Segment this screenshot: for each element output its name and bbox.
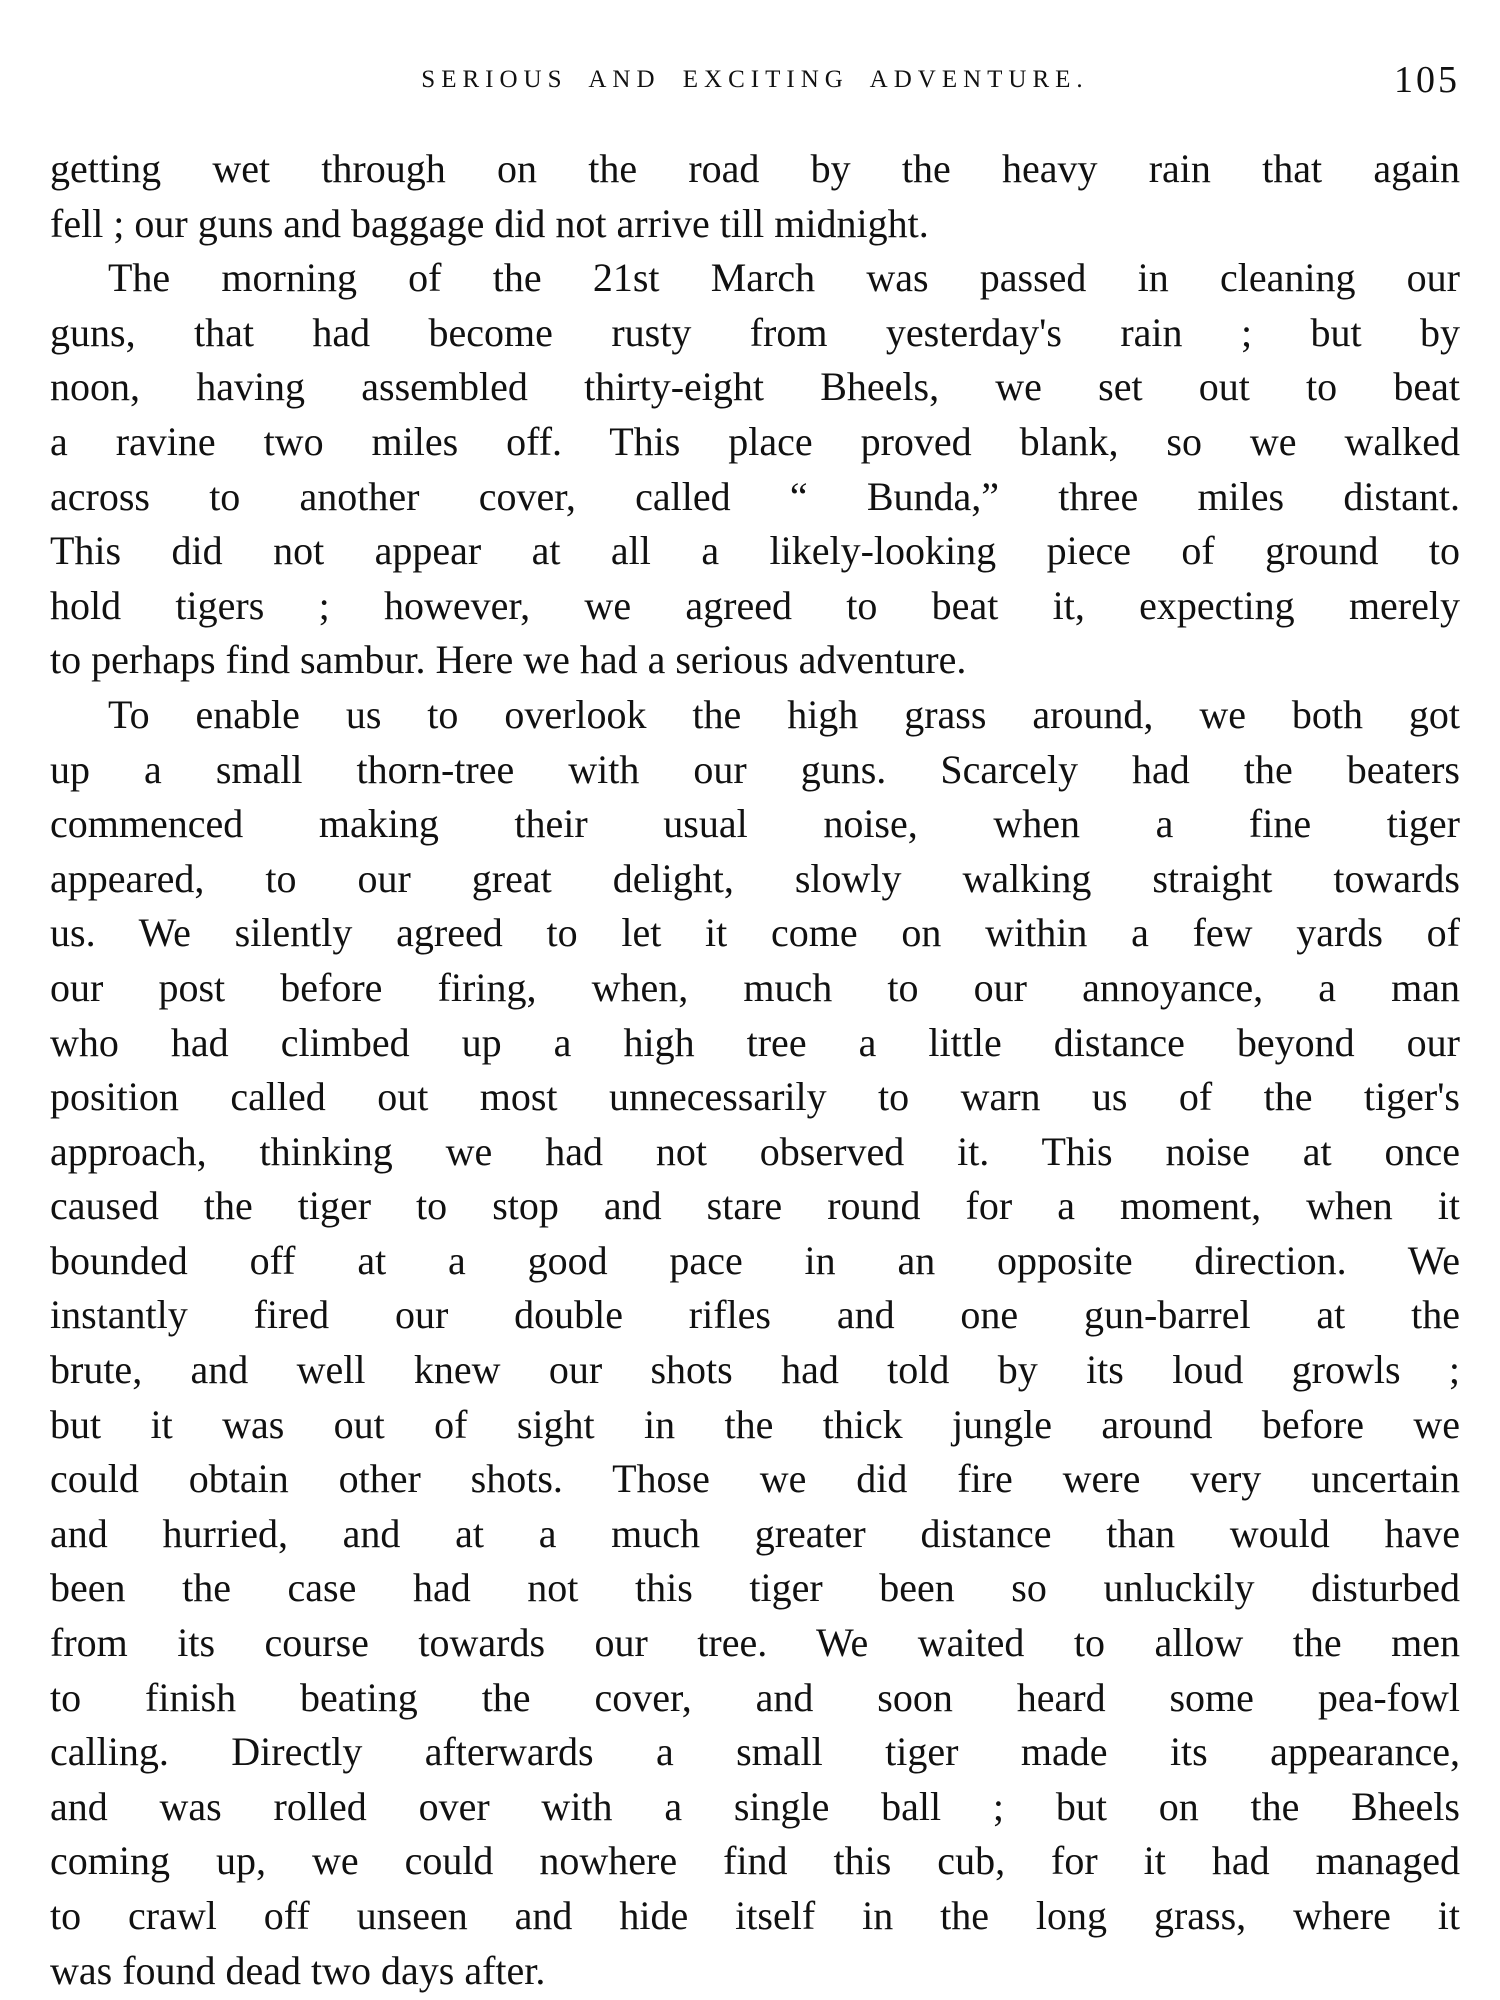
text-line: calling. Directly afterwards a small tiger made its appearance, [50, 1729, 1460, 1775]
text-line: and was rolled over with a single ball ; but on the Bheels [50, 1783, 1460, 1829]
text-line: fell ; our guns and baggage did not arrive till midnight. [50, 200, 929, 246]
text-line: The morning of the 21st March was passed in cleaning our [108, 255, 1460, 301]
text-line: caused the tiger to stop and stare round for a moment, when it [50, 1183, 1460, 1229]
text-line: up a small thorn-tree with our guns. Scarcely had the beaters [50, 746, 1460, 792]
text-line: guns, that had become rusty from yesterday's rain ; but by [50, 309, 1460, 355]
text-line: noon, having assembled thirty-eight Bheels, we set out to beat [50, 364, 1460, 410]
text-line: to finish beating the cover, and soon heard some pea-fowl [50, 1674, 1460, 1720]
text-line: could obtain other shots. Those we did fire were very uncertain [50, 1456, 1460, 1502]
text-line: This did not appear at all a likely-looking piece of ground to [50, 528, 1460, 574]
paragraph [50, 142, 1460, 251]
text-line: bounded off at a good pace in an opposite direction. We [50, 1237, 1460, 1283]
text-line: brute, and well knew our shots had told by its loud growls ; [50, 1347, 1460, 1393]
running-title: SERIOUS AND EXCITING ADVENTURE. [421, 66, 1089, 93]
text-line: but it was out of sight in the thick jungle around before we [50, 1401, 1460, 1447]
paragraph [50, 251, 1460, 688]
running-head [50, 58, 1460, 108]
body-text [50, 142, 1460, 1998]
text-line: to perhaps find sambur. Here we had a serious adventure. [50, 637, 967, 683]
text-line: instantly fired our double rifles and one gun-barrel at the [50, 1292, 1460, 1338]
text-line: To enable us to overlook the high grass around, we both got [108, 691, 1460, 737]
text-line: a ravine two miles off. This place proved blank, so we walked [50, 418, 1460, 464]
text-line: was found dead two days after. [50, 1947, 546, 1993]
text-line: across to another cover, called “ Bunda,” three miles distant. [50, 473, 1460, 519]
page-number: 105 [1394, 59, 1460, 101]
text-line: been the case had not this tiger been so unluckily disturbed [50, 1565, 1460, 1611]
text-line: our post before firing, when, much to our annoyance, a man [50, 964, 1460, 1010]
text-line: and hurried, and at a much greater distance than would have [50, 1510, 1460, 1556]
text-line: us. We silently agreed to let it come on within a few yards of [50, 910, 1460, 956]
text-line: hold tigers ; however, we agreed to beat it, expecting merely [50, 582, 1460, 628]
text-line: getting wet through on the road by the heavy rain that again [50, 146, 1460, 191]
text-line: commenced making their usual noise, when a fine tiger [50, 801, 1460, 847]
text-line: from its course towards our tree. We waited to allow the men [50, 1620, 1460, 1666]
text-line: position called out most unnecessarily to warn us of the tiger's [50, 1074, 1460, 1120]
text-line: to crawl off unseen and hide itself in the long grass, where it [50, 1893, 1460, 1938]
text-line: appeared, to our great delight, slowly walking straight towards [50, 855, 1460, 901]
text-line: who had climbed up a high tree a little distance beyond our [50, 1019, 1460, 1065]
paragraph [50, 688, 1460, 1998]
text-line: coming up, we could nowhere find this cub, for it had managed [50, 1838, 1460, 1884]
text-line: approach, thinking we had not observed it. This noise at once [50, 1128, 1460, 1174]
